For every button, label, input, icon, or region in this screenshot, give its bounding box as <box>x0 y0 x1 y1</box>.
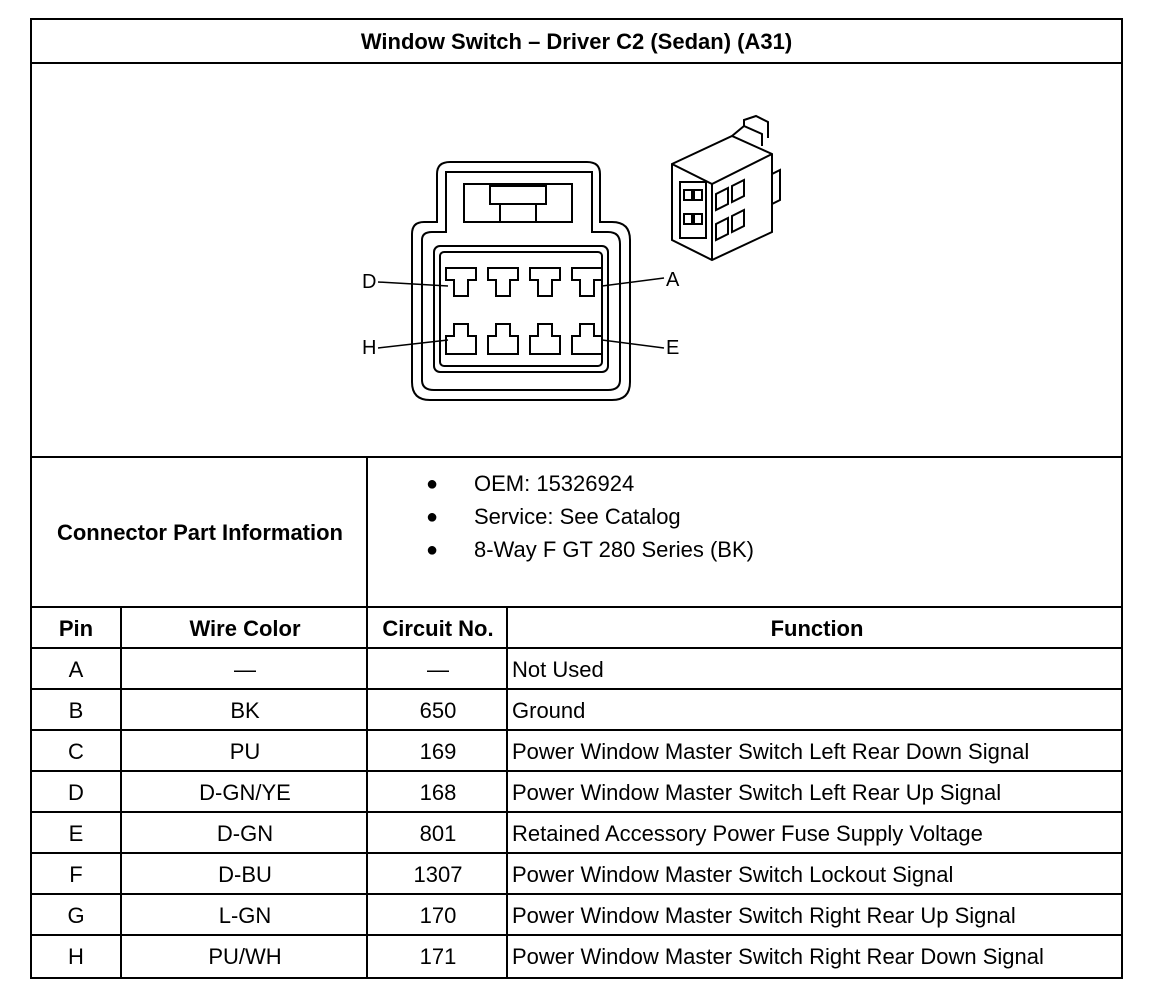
header-circuit: Circuit No. <box>382 615 494 641</box>
cell-function: Power Window Master Switch Left Rear Up Signal <box>512 779 1002 805</box>
connector-info-item <box>408 538 754 571</box>
cell-function: Power Window Master Switch Right Rear Up Signal <box>512 902 1016 928</box>
cell-pin: A <box>68 656 84 682</box>
document-title: Window Switch – Driver C2 (Sedan) (A31) <box>360 29 793 54</box>
cell-function: Retained Accessory Power Fuse Supply Voltage <box>512 820 983 846</box>
connector-info-text: Service: See Catalog <box>474 504 681 529</box>
cell-wire-color: PU <box>229 738 261 764</box>
cell-circuit: 650 <box>419 697 457 723</box>
divider <box>506 608 508 979</box>
cell-function: Ground <box>512 697 586 723</box>
cell-pin: E <box>68 820 84 846</box>
table-header-row <box>32 608 1121 649</box>
connector-info-label: Connector Part Information <box>56 520 343 545</box>
cell-circuit: 169 <box>419 738 457 764</box>
connector-document <box>30 18 1123 979</box>
table-row <box>32 854 1121 895</box>
bullet-icon: ● <box>426 539 439 561</box>
cell-function: Power Window Master Switch Right Rear Down Signal <box>512 943 1044 969</box>
bullet-icon: ● <box>426 506 439 528</box>
cell-function: Power Window Master Switch Left Rear Down Signal <box>512 738 1030 764</box>
connector-info-item <box>408 472 754 505</box>
cell-circuit: 171 <box>419 943 457 969</box>
connector-face-svg <box>32 64 1121 458</box>
cell-circuit: 801 <box>419 820 457 846</box>
divider <box>120 608 122 979</box>
pin-label-a: A <box>666 269 680 291</box>
terminal-cavity <box>488 324 518 354</box>
connector-isometric-view <box>672 116 780 260</box>
bullet-icon: ● <box>426 473 439 495</box>
table-row <box>32 649 1121 690</box>
table-row <box>32 813 1121 854</box>
connector-info-text: OEM: 15326924 <box>474 471 635 496</box>
cell-pin: C <box>68 738 84 764</box>
cell-wire-color: L-GN <box>218 902 272 928</box>
pin-label-h: H <box>362 337 377 359</box>
cell-wire-color: PU/WH <box>208 943 282 969</box>
terminal-cavity <box>572 268 602 296</box>
table-row <box>32 895 1121 936</box>
header-wire-color: Wire Color <box>189 615 301 641</box>
cell-pin: F <box>69 861 83 887</box>
table-row <box>32 690 1121 731</box>
cell-circuit: 1307 <box>413 861 463 887</box>
table-row <box>32 731 1121 772</box>
cell-pin: D <box>68 779 84 805</box>
terminal-cavity <box>488 268 518 296</box>
cell-wire-color: D-GN/YE <box>199 779 291 805</box>
terminal-cavity <box>446 268 476 296</box>
cell-wire-color: BK <box>230 697 260 723</box>
cell-circuit: — <box>427 656 449 682</box>
cell-pin: B <box>68 697 84 723</box>
cell-circuit: 170 <box>419 902 457 928</box>
connector-diagram <box>32 64 1121 458</box>
cell-wire-color: D-BU <box>218 861 272 887</box>
cell-circuit: 168 <box>419 779 457 805</box>
cell-function: Power Window Master Switch Lockout Signal <box>512 861 954 887</box>
terminal-cavity <box>446 324 476 354</box>
terminal-cavity <box>530 268 560 296</box>
cell-pin: H <box>68 943 84 969</box>
pin-label-e: E <box>666 337 680 359</box>
divider <box>366 456 368 608</box>
cell-wire-color: D-GN <box>216 820 274 846</box>
table-row <box>32 772 1121 813</box>
connector-info-item <box>408 505 754 538</box>
terminal-cavity <box>530 324 560 354</box>
table-row <box>32 936 1121 977</box>
connector-info-list <box>408 472 754 571</box>
cell-function: Not Used <box>512 656 604 682</box>
header-function: Function <box>770 615 864 641</box>
terminal-cavity <box>572 324 602 354</box>
connector-info-text: 8-Way F GT 280 Series (BK) <box>474 537 754 562</box>
header-pin: Pin <box>58 615 94 641</box>
cell-pin: G <box>67 902 85 928</box>
divider <box>366 608 368 979</box>
cell-wire-color: — <box>234 656 256 682</box>
pin-label-d: D <box>362 271 377 293</box>
